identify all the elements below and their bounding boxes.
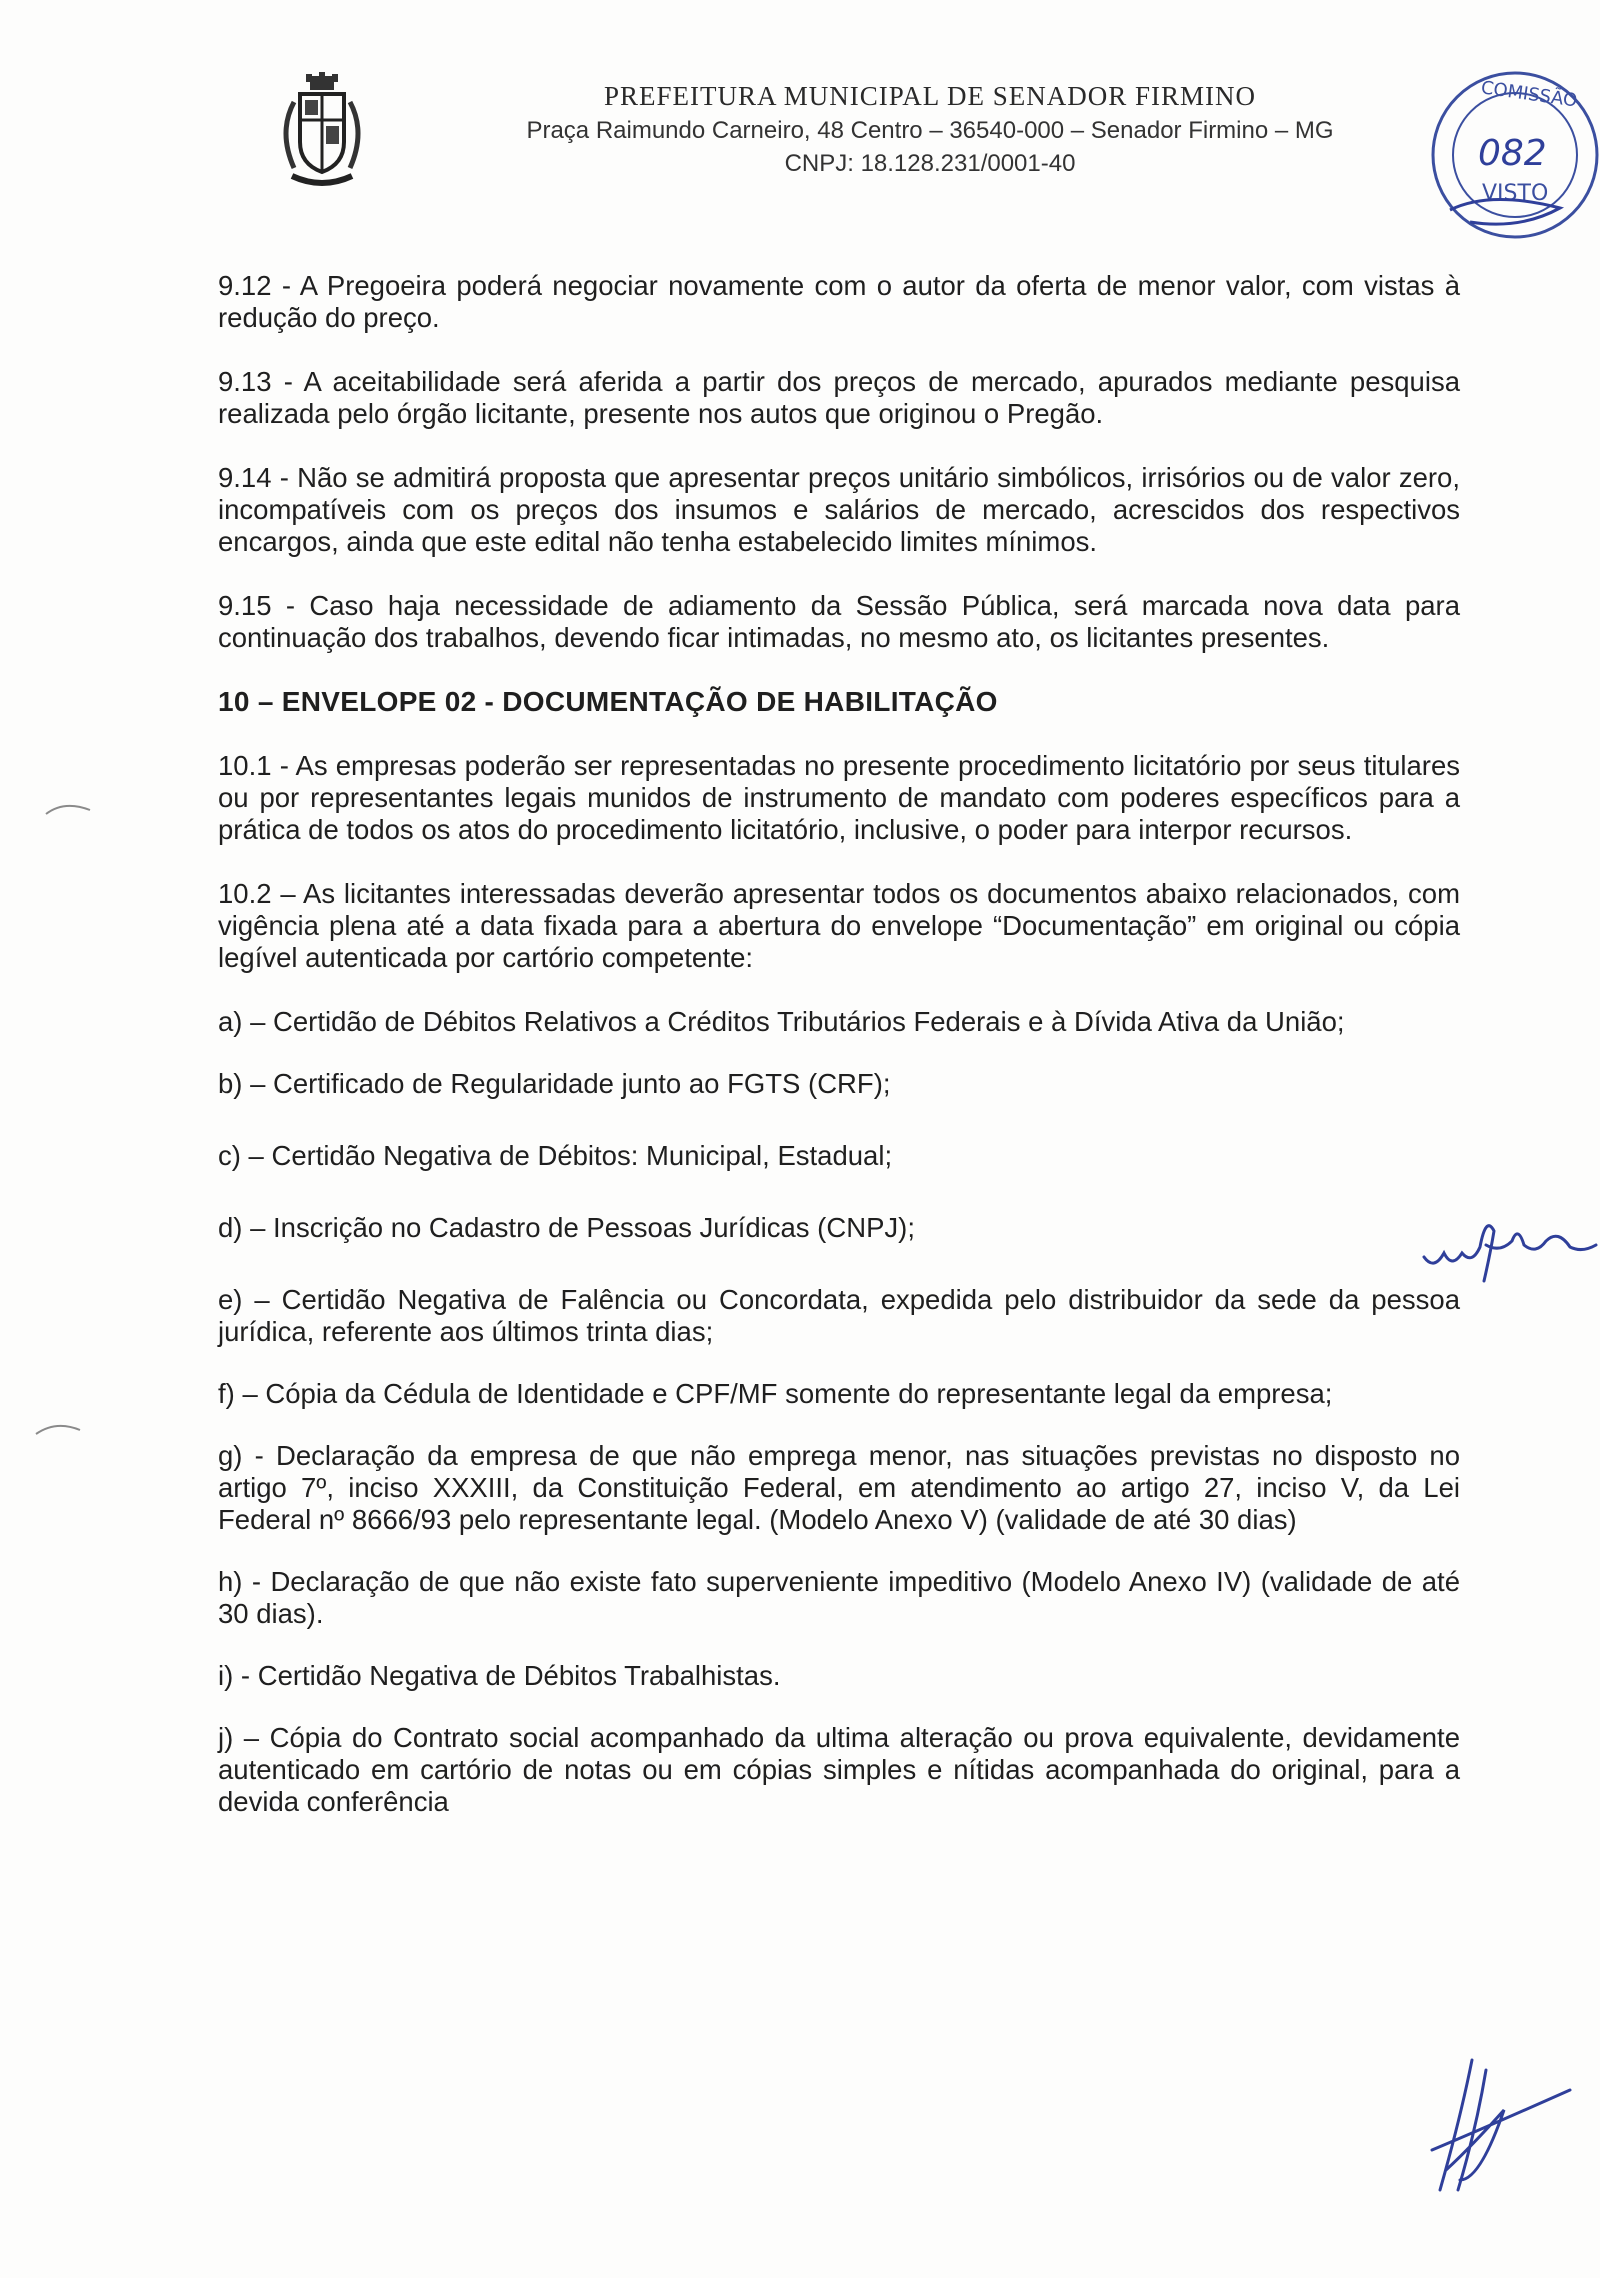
stamp-top-text: COMISSÃO (1479, 77, 1579, 112)
paragraph-10-1: 10.1 - As empresas poderão ser representadas no presente procedimento licitatório por seus titulares ou por representantes legais munidos de instrumento de mandato com poderes específicos para a prática de todos os atos do procedimento licitatório, inclusive, o poder para interpor recursos. (218, 750, 1460, 845)
list-item-j: j) – Cópia do Contrato social acompanhado da ultima alteração ou prova equivalente, devidamente autenticado em cartório de notas ou em cópias simples e nítidas acompanhada do original, para a devida conferência (218, 1722, 1460, 1817)
list-item-a: a) – Certidão de Débitos Relativos a Créditos Tributários Federais e à Dívida Ativa da União; (218, 1006, 1345, 1037)
paragraph-10-2: 10.2 – As licitantes interessadas deverão apresentar todos os documentos abaixo relacionados, com vigência plena até a data fixada para a abertura do envelope “Documentação” em original ou cópia legível autenticada por cartório competente: (218, 878, 1460, 973)
letterhead-title: PREFEITURA MUNICIPAL DE SENADOR FIRMINO (603, 81, 1257, 111)
letterhead (440, 78, 1420, 180)
list-item-c: c) – Certidão Negativa de Débitos: Municipal, Estadual; (218, 1140, 893, 1171)
municipal-crest-icon (272, 72, 372, 192)
paragraph-9-12: 9.12 - A Pregoeira poderá negociar novamente com o autor da oferta de menor valor, com vistas à redução do preço. (218, 270, 1460, 333)
stamp-number: 082 (1478, 133, 1547, 174)
signature-icon (1410, 2030, 1590, 2200)
margin-mark-icon (34, 1418, 84, 1438)
list-item-h: h) - Declaração de que não existe fato superveniente impeditivo (Modelo Anexo IV) (validade de até 30 dias). (218, 1566, 1460, 1629)
list-item-g: g) - Declaração da empresa de que não emprega menor, nas situações previstas no disposto no artigo 7º, inciso XXXIII, da Constituição Federal, em atendimento ao artigo 27, inciso V, da Lei Federal nº 8666/93 pelo representante legal. (Modelo Anexo V) (validade de até 30 dias) (218, 1440, 1460, 1535)
list-item-b: b) – Certificado de Regularidade junto ao FGTS (CRF); (218, 1068, 891, 1099)
commission-stamp-icon (1410, 60, 1600, 260)
paragraph-9-14: 9.14 - Não se admitirá proposta que apresentar preços unitário simbólicos, irrisórios ou de valor zero, incompatíveis com os preços dos insumos e salários de mercado, acrescidos dos respectivos encargos, ainda que este edital não tenha estabelecido limites mínimos. (218, 462, 1460, 557)
paragraph-9-13: 9.13 - A aceitabilidade será aferida a partir dos preços de mercado, apurados mediante pesquisa realizada pelo órgão licitante, presente nos autos que originou o Pregão. (218, 366, 1460, 429)
letterhead-cnpj: CNPJ: 18.128.231/0001-40 (784, 150, 1076, 177)
letterhead-address: Praça Raimundo Carneiro, 48 Centro – 36540-000 – Senador Firmino – MG (526, 117, 1334, 144)
document-body (218, 270, 1460, 1848)
section-heading: 10 – ENVELOPE 02 - DOCUMENTAÇÃO DE HABILITAÇÃO (218, 686, 998, 717)
paragraph-9-15: 9.15 - Caso haja necessidade de adiamento da Sessão Pública, será marcada nova data para continuação dos trabalhos, devendo ficar intimadas, no mesmo ato, os licitantes presentes. (218, 590, 1460, 653)
list-item-f: f) – Cópia da Cédula de Identidade e CPF/MF somente do representante legal da empresa; (218, 1378, 1333, 1409)
list-item-i: i) - Certidão Negativa de Débitos Trabalhistas. (218, 1660, 781, 1691)
handwritten-rubric-icon (1420, 1195, 1600, 1285)
margin-mark-icon (44, 798, 94, 818)
list-item-d: d) – Inscrição no Cadastro de Pessoas Jurídicas (CNPJ); (218, 1212, 915, 1243)
stamp-visto: VISTO (1482, 181, 1549, 206)
list-item-e: e) – Certidão Negativa de Falência ou Concordata, expedida pelo distribuidor da sede da pessoa jurídica, referente aos últimos trinta dias; (218, 1284, 1460, 1347)
